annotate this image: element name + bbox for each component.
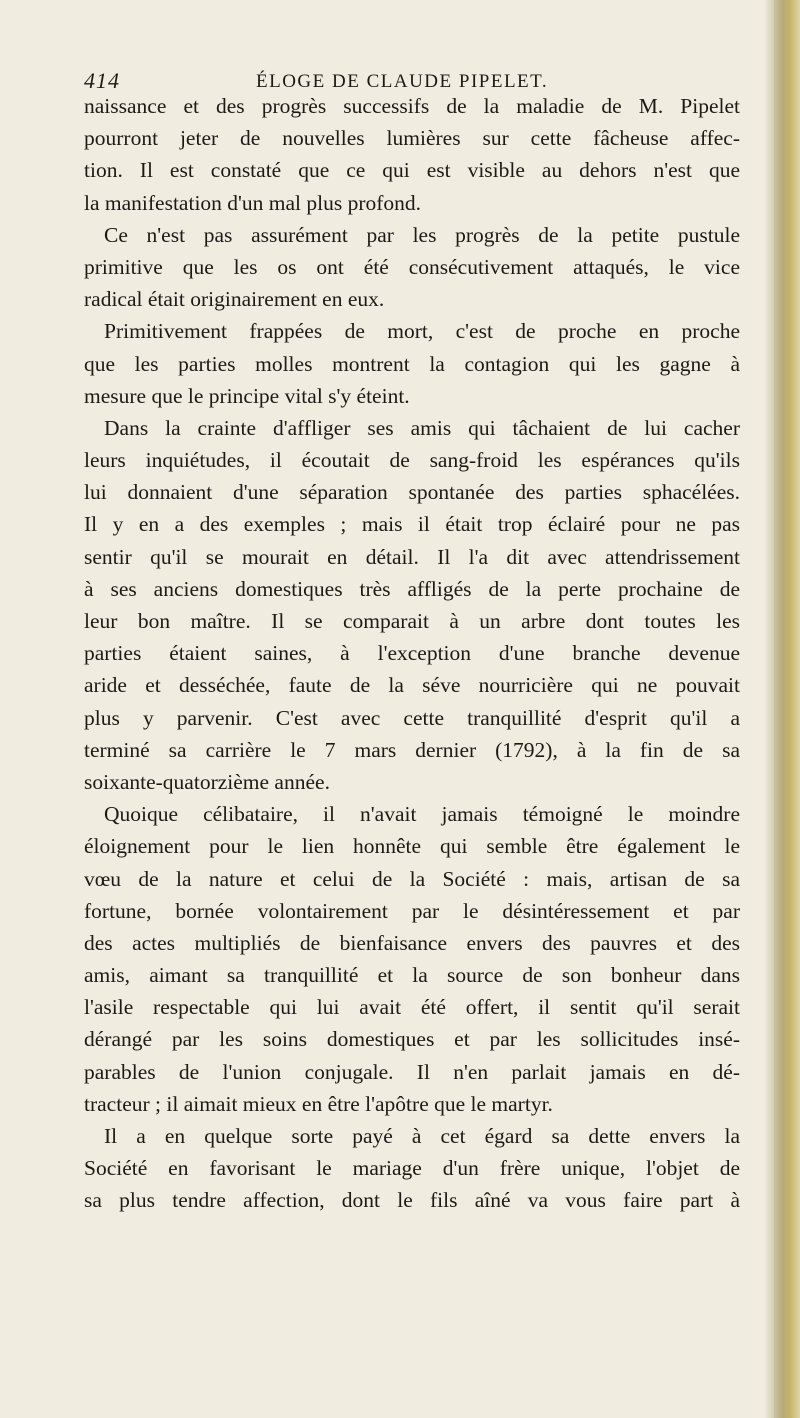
text-line: dérangé par les soins domestiques et par les sollicitudes insé- [84, 1027, 740, 1052]
text-line: Primitivement frappées de mort, c'est de proche en proche [104, 319, 740, 344]
text-line: tion. Il est constaté que ce qui est visible au dehors n'est que [84, 158, 740, 183]
text-line: leur bon maître. Il se comparait à un arbre dont toutes les [84, 609, 740, 633]
text-line: l'asile respectable qui lui avait été offert, il sentit qu'il serait [84, 995, 740, 1020]
text-line: la manifestation d'un mal plus profond. [84, 190, 422, 215]
text-line: sentir qu'il se mourait en détail. Il l'a dit avec attendrissement [84, 544, 740, 569]
text-line: Ce n'est pas assurément par les progrès de la petite pustule [104, 222, 740, 247]
text-line: primitive que les os ont été consécutivement attaqués, le vice [84, 254, 740, 279]
text-line: que les parties molles montrent la contagion qui les gagne à [84, 351, 740, 376]
text-line: plus y parvenir. C'est avec cette tranquillité d'esprit qu'il a [84, 705, 740, 730]
text-line: à ses anciens domestiques très affligés de la perte prochaine de [84, 576, 740, 601]
text-body [84, 90, 740, 1217]
text-line: radical était originairement en eux. [84, 287, 385, 312]
text-line: pourront jeter de nouvelles lumières sur cette fâcheuse affec- [84, 126, 740, 151]
text-line: leurs inquiétudes, il écoutait de sang-froid les espérances qu'ils [84, 448, 740, 473]
text-line: éloignement pour le lien honnête qui semble être également le [84, 834, 740, 859]
text-line: lui donnaient d'une séparation spontanée des parties sphacélées. [84, 480, 740, 505]
text-line: mesure que le principe vital s'y éteint. [84, 383, 410, 408]
text-line: terminé sa carrière le 7 mars dernier (1792), à la fin de sa [84, 737, 740, 762]
text-line: Quoique célibataire, il n'avait jamais témoigné le moindre [104, 802, 740, 827]
text-line: des actes multipliés de bienfaisance envers des pauvres et des [84, 930, 740, 955]
text-line: fortune, bornée volontairement par le désintéressement et par [84, 898, 740, 923]
text-line: soixante-quatorzième année. [84, 769, 330, 794]
page-shadow [764, 0, 774, 1418]
text-line: sa plus tendre affection, dont le fils aîné va vous faire part à [84, 1188, 740, 1213]
page-number: 414 [84, 68, 120, 93]
text-line: Il a en quelque sorte payé à cet égard sa dette envers la [104, 1124, 740, 1148]
text-line: naissance et des progrès successifs de la maladie de M. Pipelet [84, 94, 740, 118]
text-line: amis, aimant sa tranquillité et la source de son bonheur dans [84, 963, 740, 988]
text-line: parties étaient saines, à l'exception d'une branche devenue [84, 641, 740, 666]
text-line: Il y en a des exemples ; mais il était trop éclairé pour ne pas [84, 512, 740, 537]
text-line: vœu de la nature et celui de la Société : mais, artisan de sa [84, 866, 740, 891]
text-line: Dans la crainte d'affliger ses amis qui tâchaient de lui cacher [104, 415, 740, 440]
text-line: tracteur ; il aimait mieux en être l'apôtre que le martyr. [84, 1091, 553, 1116]
book-edge [774, 0, 800, 1418]
text-line: Société en favorisant le mariage d'un frère unique, l'objet de [84, 1156, 740, 1181]
text-line: aride et desséchée, faute de la séve nourricière qui ne pouvait [84, 673, 740, 698]
text-line: parables de l'union conjugale. Il n'en parlait jamais en dé- [84, 1059, 740, 1084]
running-head: ÉLOGE DE CLAUDE PIPELET. [256, 71, 549, 92]
